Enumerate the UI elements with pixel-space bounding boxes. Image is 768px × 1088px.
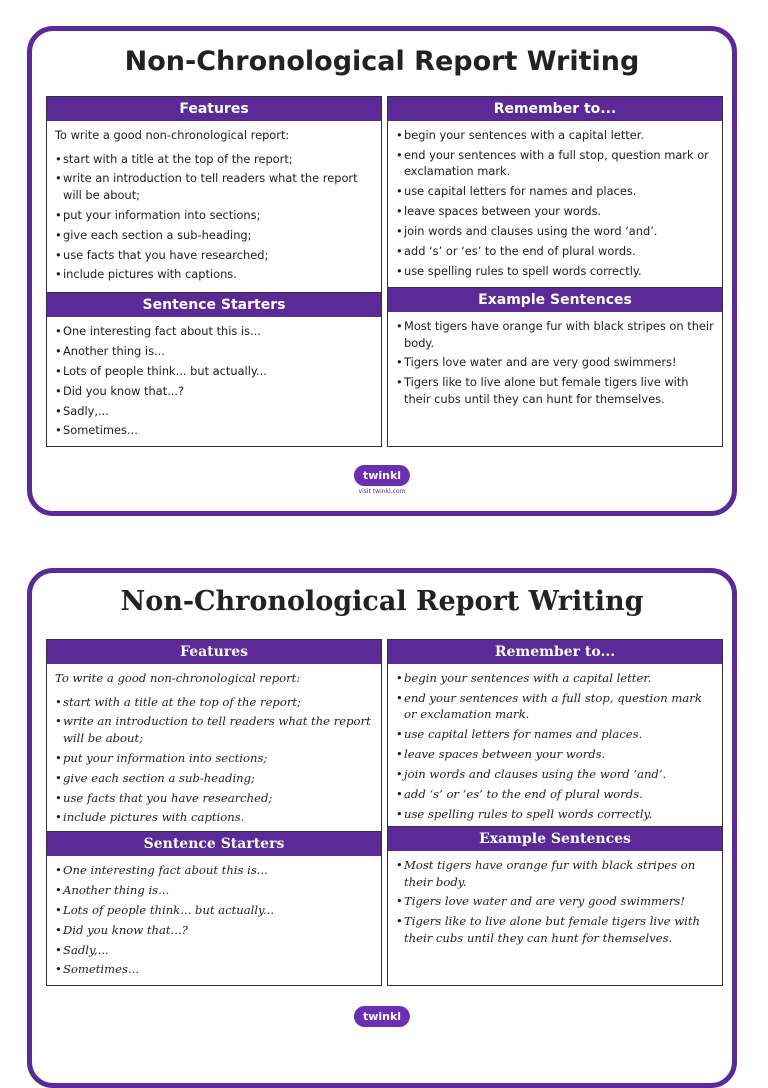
list-item: • include pictures with captions.	[55, 809, 373, 826]
list-item: • Another thing is...	[55, 343, 373, 360]
remember-heading: Remember to...	[388, 97, 722, 121]
twinkl-logo-badge: twinkl	[354, 465, 410, 486]
list-item: • use facts that you have researched;	[55, 247, 373, 264]
examples-heading: Example Sentences	[388, 827, 722, 851]
card-title: Non-Chronological Report Writing	[124, 46, 640, 77]
remember-list	[396, 670, 714, 822]
list-item: • Most tigers have orange fur with black stripes on their body.	[396, 857, 714, 890]
list-item: • give each section a sub-heading;	[55, 227, 373, 244]
list-item: • begin your sentences with a capital letter.	[396, 670, 714, 687]
examples-list	[396, 318, 714, 407]
remember-panel	[387, 639, 723, 829]
list-item: • Did you know that...?	[55, 383, 373, 400]
list-item: • write an introduction to tell readers what the report will be about;	[55, 713, 373, 746]
features-intro: To write a good non-chronological report:	[55, 671, 301, 685]
list-item: • give each section a sub-heading;	[55, 770, 373, 787]
twinkl-logo	[354, 464, 410, 495]
list-item: • Another thing is...	[55, 882, 373, 899]
remember-list	[396, 127, 714, 279]
list-item: • Lots of people think... but actually...	[55, 902, 373, 919]
list-item: • start with a title at the top of the report;	[55, 151, 373, 168]
list-item: • end your sentences with a full stop, question mark or exclamation mark.	[396, 690, 714, 723]
list-item: • Tigers like to live alone but female tigers live with their cubs until they can hunt for themselves.	[396, 374, 714, 407]
list-item: • begin your sentences with a capital letter.	[396, 127, 714, 144]
features-list	[55, 151, 373, 283]
list-item: • Sadly,...	[55, 403, 373, 420]
list-item: • One interesting fact about this is...	[55, 862, 373, 879]
list-item: • add ‘s’ or ‘es’ to the end of plural words.	[396, 243, 714, 260]
list-item: • Tigers love water and are very good swimmers!	[396, 893, 714, 910]
card-title: Non-Chronological Report Writing	[120, 586, 644, 617]
list-item: • leave spaces between your words.	[396, 203, 714, 220]
list-item: • Sometimes...	[55, 961, 373, 978]
features-heading: Features	[47, 97, 381, 121]
starters-panel	[46, 292, 382, 447]
examples-heading: Example Sentences	[388, 288, 722, 312]
list-item: • Lots of people think... but actually...	[55, 363, 373, 380]
list-item: • One interesting fact about this is...	[55, 323, 373, 340]
features-panel	[46, 96, 382, 294]
starters-list	[55, 862, 373, 978]
features-heading: Features	[47, 640, 381, 664]
starters-panel	[46, 831, 382, 986]
list-item: • Sadly,...	[55, 942, 373, 959]
remember-panel	[387, 96, 723, 289]
list-item: • add ‘s’ or ‘es’ to the end of plural words.	[396, 786, 714, 803]
report-card-handwriting	[27, 568, 737, 1088]
list-item: • end your sentences with a full stop, question mark or exclamation mark.	[396, 147, 714, 180]
list-item: • Did you know that...?	[55, 922, 373, 939]
features-panel	[46, 639, 382, 836]
starters-heading: Sentence Starters	[47, 293, 381, 317]
examples-panel	[387, 287, 723, 447]
list-item: • Sometimes...	[55, 422, 373, 439]
starters-list	[55, 323, 373, 439]
remember-heading: Remember to...	[388, 640, 722, 664]
examples-list	[396, 857, 714, 946]
features-list	[55, 694, 373, 826]
list-item: • use spelling rules to spell words correctly.	[396, 806, 714, 823]
twinkl-logo-badge: twinkl	[354, 1006, 410, 1027]
list-item: • start with a title at the top of the report;	[55, 694, 373, 711]
list-item: • put your information into sections;	[55, 750, 373, 767]
list-item: • write an introduction to tell readers what the report will be about;	[55, 170, 373, 203]
list-item: • use spelling rules to spell words correctly.	[396, 263, 714, 280]
list-item: • Most tigers have orange fur with black stripes on their body.	[396, 318, 714, 351]
list-item: • include pictures with captions.	[55, 266, 373, 283]
report-card-print	[27, 26, 737, 516]
examples-panel	[387, 826, 723, 986]
list-item: • leave spaces between your words.	[396, 746, 714, 763]
list-item: • Tigers love water and are very good swimmers!	[396, 354, 714, 371]
list-item: • Tigers like to live alone but female tigers live with their cubs until they can hunt for themselves.	[396, 913, 714, 946]
list-item: • join words and clauses using the word ‘and’.	[396, 766, 714, 783]
list-item: • put your information into sections;	[55, 207, 373, 224]
features-intro: To write a good non-chronological report:	[55, 128, 290, 142]
list-item: • use facts that you have researched;	[55, 790, 373, 807]
starters-heading: Sentence Starters	[47, 832, 381, 856]
list-item: • join words and clauses using the word ‘and’.	[396, 223, 714, 240]
list-item: • use capital letters for names and places.	[396, 726, 714, 743]
twinkl-logo-url: visit twinkl.com	[358, 488, 406, 495]
list-item: • use capital letters for names and places.	[396, 183, 714, 200]
